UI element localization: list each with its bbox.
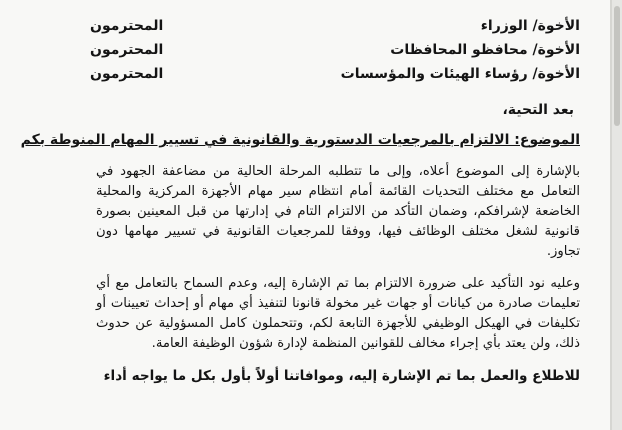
addressee-honorific: المحترمون [90, 18, 164, 34]
addressee-recipient: الأخوة/ رؤساء الهيئات والمؤسسات [340, 66, 580, 82]
body-paragraph: للاطلاع والعمل بما تم الإشارة إليه، وموافاتنا أولاً بأول بكل ما يواجه أداء [103, 368, 580, 384]
addressee-recipient: الأخوة/ الوزراء [480, 18, 580, 34]
subject-line: الموضوع: الالتزام بالمرجعيات الدستورية والقانونية في تسيير المهام المنوطة بكم [20, 132, 580, 148]
addressee-honorific: المحترمون [90, 66, 164, 82]
letter-body [20, 18, 580, 386]
body-paragraph: وعليه نود التأكيد على ضرورة الالتزام بما تم الإشارة إليه، وعدم السماح بالتعامل مع أي تعليمات صادرة من كيانات أو جهات غير مخولة قانونا لتنفيذ أي مهام أو إحداث تعيينات أو تكليفات في الهيكل الوظيفي للأجهزة التابعة لكم، وتتحملون كامل المسؤولية عن حدوث ذلك، ولن يعتد بأي إجراء مخالف للقوانين المنظمة لإدارة شؤون الوظيفة العامة. [96, 276, 580, 351]
greeting: بعد التحية، [502, 102, 574, 118]
scrollbar-thumb[interactable] [614, 6, 620, 126]
vertical-scrollbar[interactable] [612, 0, 622, 430]
addressee-recipient: الأخوة/ محافظو المحافظات [390, 42, 580, 58]
addressee-row [90, 18, 580, 42]
addressee-honorific: المحترمون [90, 42, 164, 58]
addressee-row [90, 66, 580, 90]
addressee-row [90, 42, 580, 66]
body-paragraph: بالإشارة إلى الموضوع أعلاه، وإلى ما تتطلبه المرحلة الحالية من مضاعفة الجهود في التعامل مع مختلف التحديات القائمة أمام انتظام سير مهام الأجهزة المركزية والمحلية الخاضعة لإشرافكم، وضمان التأكد من الالتزام التام في إدارتها من قبل المعينين بصورة قانونية لشغل مختلف الوظائف فيها، ووفقا للمرجعيات القانونية في تسيير مهامها دون تجاوز. [96, 164, 580, 259]
